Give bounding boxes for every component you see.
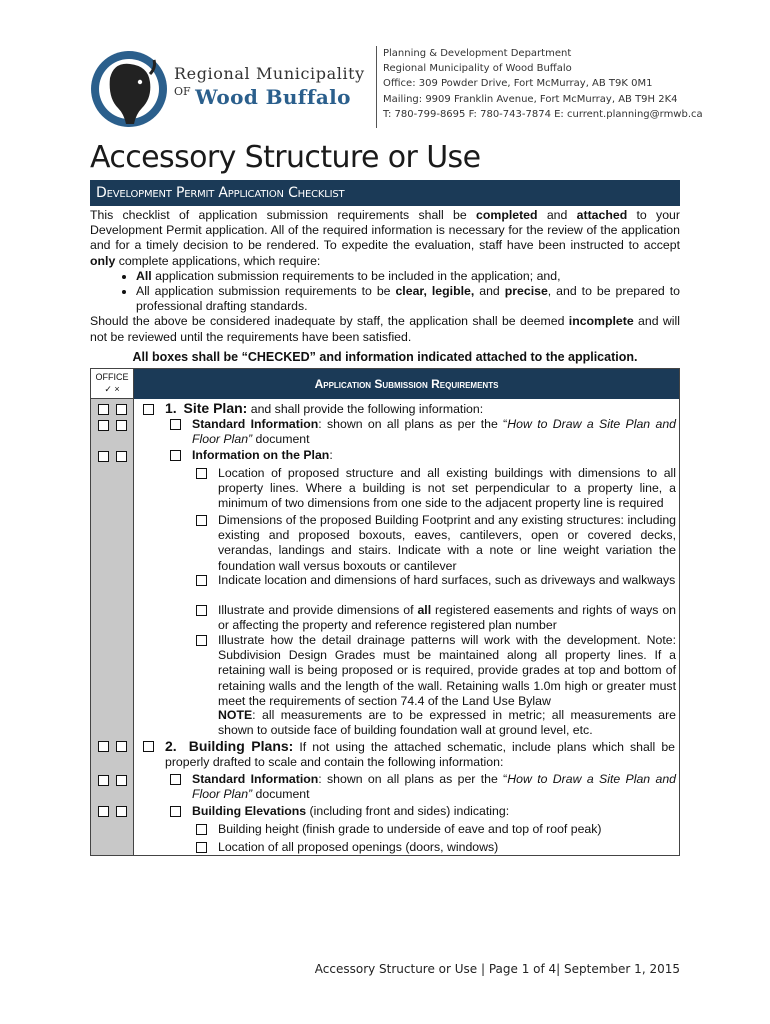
requirements-header: Application Submission Requirements [134, 369, 679, 399]
checkbox-icon[interactable] [170, 419, 181, 430]
checkbox-icon[interactable] [196, 635, 207, 646]
org-name-of: OF [174, 85, 191, 98]
office-cross-checkbox[interactable] [116, 451, 127, 462]
organization-name [174, 64, 370, 109]
office-cross-checkbox[interactable] [116, 806, 127, 817]
list-item: • All application submission requirements to be clear, legible, and precise, and to be prepared to professional drafting standards. [136, 284, 680, 314]
plan-sub-item: Dimensions of the proposed Building Footprint and any existing structures: including existing and proposed boxouts, eaves, cantilevers, open or covered decks, verandas, landings and stairs. Indicate with a note or line weight variation the foundation wall versus boxouts or cantilever [218, 513, 676, 574]
office-check-checkbox[interactable] [98, 741, 109, 752]
checkbox-icon[interactable] [170, 774, 181, 785]
office-check-checkbox[interactable] [98, 420, 109, 431]
plan-sub-item: Location of proposed structure and all existing buildings with dimensions to all property lines. Where a building is not set perpendicular to a property line, a minimum of two dimensions from one side to the adjacent property line is required [218, 466, 676, 512]
office-cross-checkbox[interactable] [116, 775, 127, 786]
office-cross-checkbox[interactable] [116, 420, 127, 431]
contact-block [376, 46, 703, 128]
intro-list [90, 269, 680, 315]
org-name-line2: Wood Buffalo [195, 85, 351, 109]
checkbox-icon[interactable] [196, 575, 207, 586]
page-footer: Accessory Structure or Use | Page 1 of 4| September 1, 2015 [314, 962, 680, 976]
list-item: • All application submission requirements to be included in the application; and, [136, 269, 680, 284]
office-header: OFFICE ✓ × [91, 369, 134, 399]
building-plans-checkbox[interactable] [143, 741, 154, 752]
checkbox-icon[interactable] [170, 450, 181, 461]
building-plans-heading: 2. Building Plans: If not using the attached schematic, include plans which shall be properly drafted to scale and contain the following information: [165, 738, 675, 770]
site-plan-checkbox[interactable] [143, 404, 154, 415]
all-boxes-instruction: All boxes shall be “CHECKED” and information indicated attached to the application. [132, 350, 638, 364]
plan-sub-item: Indicate location and dimensions of hard surfaces, such as driveways and walkways [218, 573, 676, 588]
office-cross-checkbox[interactable] [116, 741, 127, 752]
contact-line: Office: 309 Powder Drive, Fort McMurray, AB T9K 0M1 [383, 78, 653, 90]
information-on-plan-item: Information on the Plan: [192, 448, 676, 463]
contact-line: Planning & Development Department [383, 48, 572, 59]
contact-line: T: 780-799-8695 F: 780-743-7874 E: current.planning@rmwb.ca [383, 108, 703, 120]
intro-text [90, 208, 680, 345]
page-title: Accessory Structure or Use [90, 140, 481, 175]
section-band: Development Permit Application Checklist [90, 180, 680, 206]
office-cross-checkbox[interactable] [116, 404, 127, 415]
building-elevations-item: Building Elevations (including front and sides) indicating: [192, 804, 676, 819]
standard-information-item: Standard Information: shown on all plans as per the “How to Draw a Site Plan and Floor Plan” document [192, 772, 676, 802]
bison-logo-icon [90, 48, 168, 130]
elevation-sub-item: Location of all proposed openings (doors, windows) [218, 840, 676, 855]
contact-line: Mailing: 9909 Franklin Avenue, Fort McMurray, AB T9H 2K4 [383, 93, 678, 105]
checkbox-icon[interactable] [196, 468, 207, 479]
office-check-checkbox[interactable] [98, 404, 109, 415]
office-check-checkbox[interactable] [98, 775, 109, 786]
office-check-checkbox[interactable] [98, 806, 109, 817]
checkbox-icon[interactable] [196, 605, 207, 616]
checkbox-icon[interactable] [196, 515, 207, 526]
checkbox-icon[interactable] [196, 842, 207, 853]
measurement-note: NOTE: all measurements are to be expressed in metric; all measurements are shown to outside face of building foundation wall at ground level, etc. [218, 708, 676, 738]
office-check-checkbox[interactable] [98, 451, 109, 462]
requirements-table [90, 368, 680, 856]
intro-paragraph: This checklist of application submission requirements shall be completed and attached to your Development Permit application. All of the required information is necessary for the review of the application and for a timely decision to be rendered. To expedite the evaluation, staff have been instructed to accept only complete applications, which require: [90, 208, 680, 268]
elevation-sub-item: Building height (finish grade to underside of eave and top of roof peak) [218, 822, 676, 837]
site-plan-heading: 1. Site Plan: and shall provide the following information: [165, 400, 484, 416]
contact-line: Regional Municipality of Wood Buffalo [383, 63, 572, 75]
checkbox-icon[interactable] [196, 824, 207, 835]
plan-sub-item: Illustrate and provide dimensions of all registered easements and rights of ways on or affecting the property and reference registered plan number [218, 603, 676, 633]
org-name-line1: Regional Municipality [174, 64, 365, 83]
plan-sub-item: Illustrate how the detail drainage patterns will work with the development. Note: Subdivision Design Grades must be maintained along all property lines. If a retaining wall is being proposed or is required, provide grades at top and bottom of retaining walls and the length of the wall. Retaining walls 1.0m high or greater must meet the requirements of section 74.4 of the Land Use Bylaw [218, 633, 676, 709]
intro-paragraph: Should the above be considered inadequate by staff, the application shall be deemed incomplete and will not be reviewed until the requirements have been satisfied. [90, 314, 680, 344]
standard-information-item: Standard Information: shown on all plans as per the “How to Draw a Site Plan and Floor Plan” document [192, 417, 676, 447]
checkbox-icon[interactable] [170, 806, 181, 817]
